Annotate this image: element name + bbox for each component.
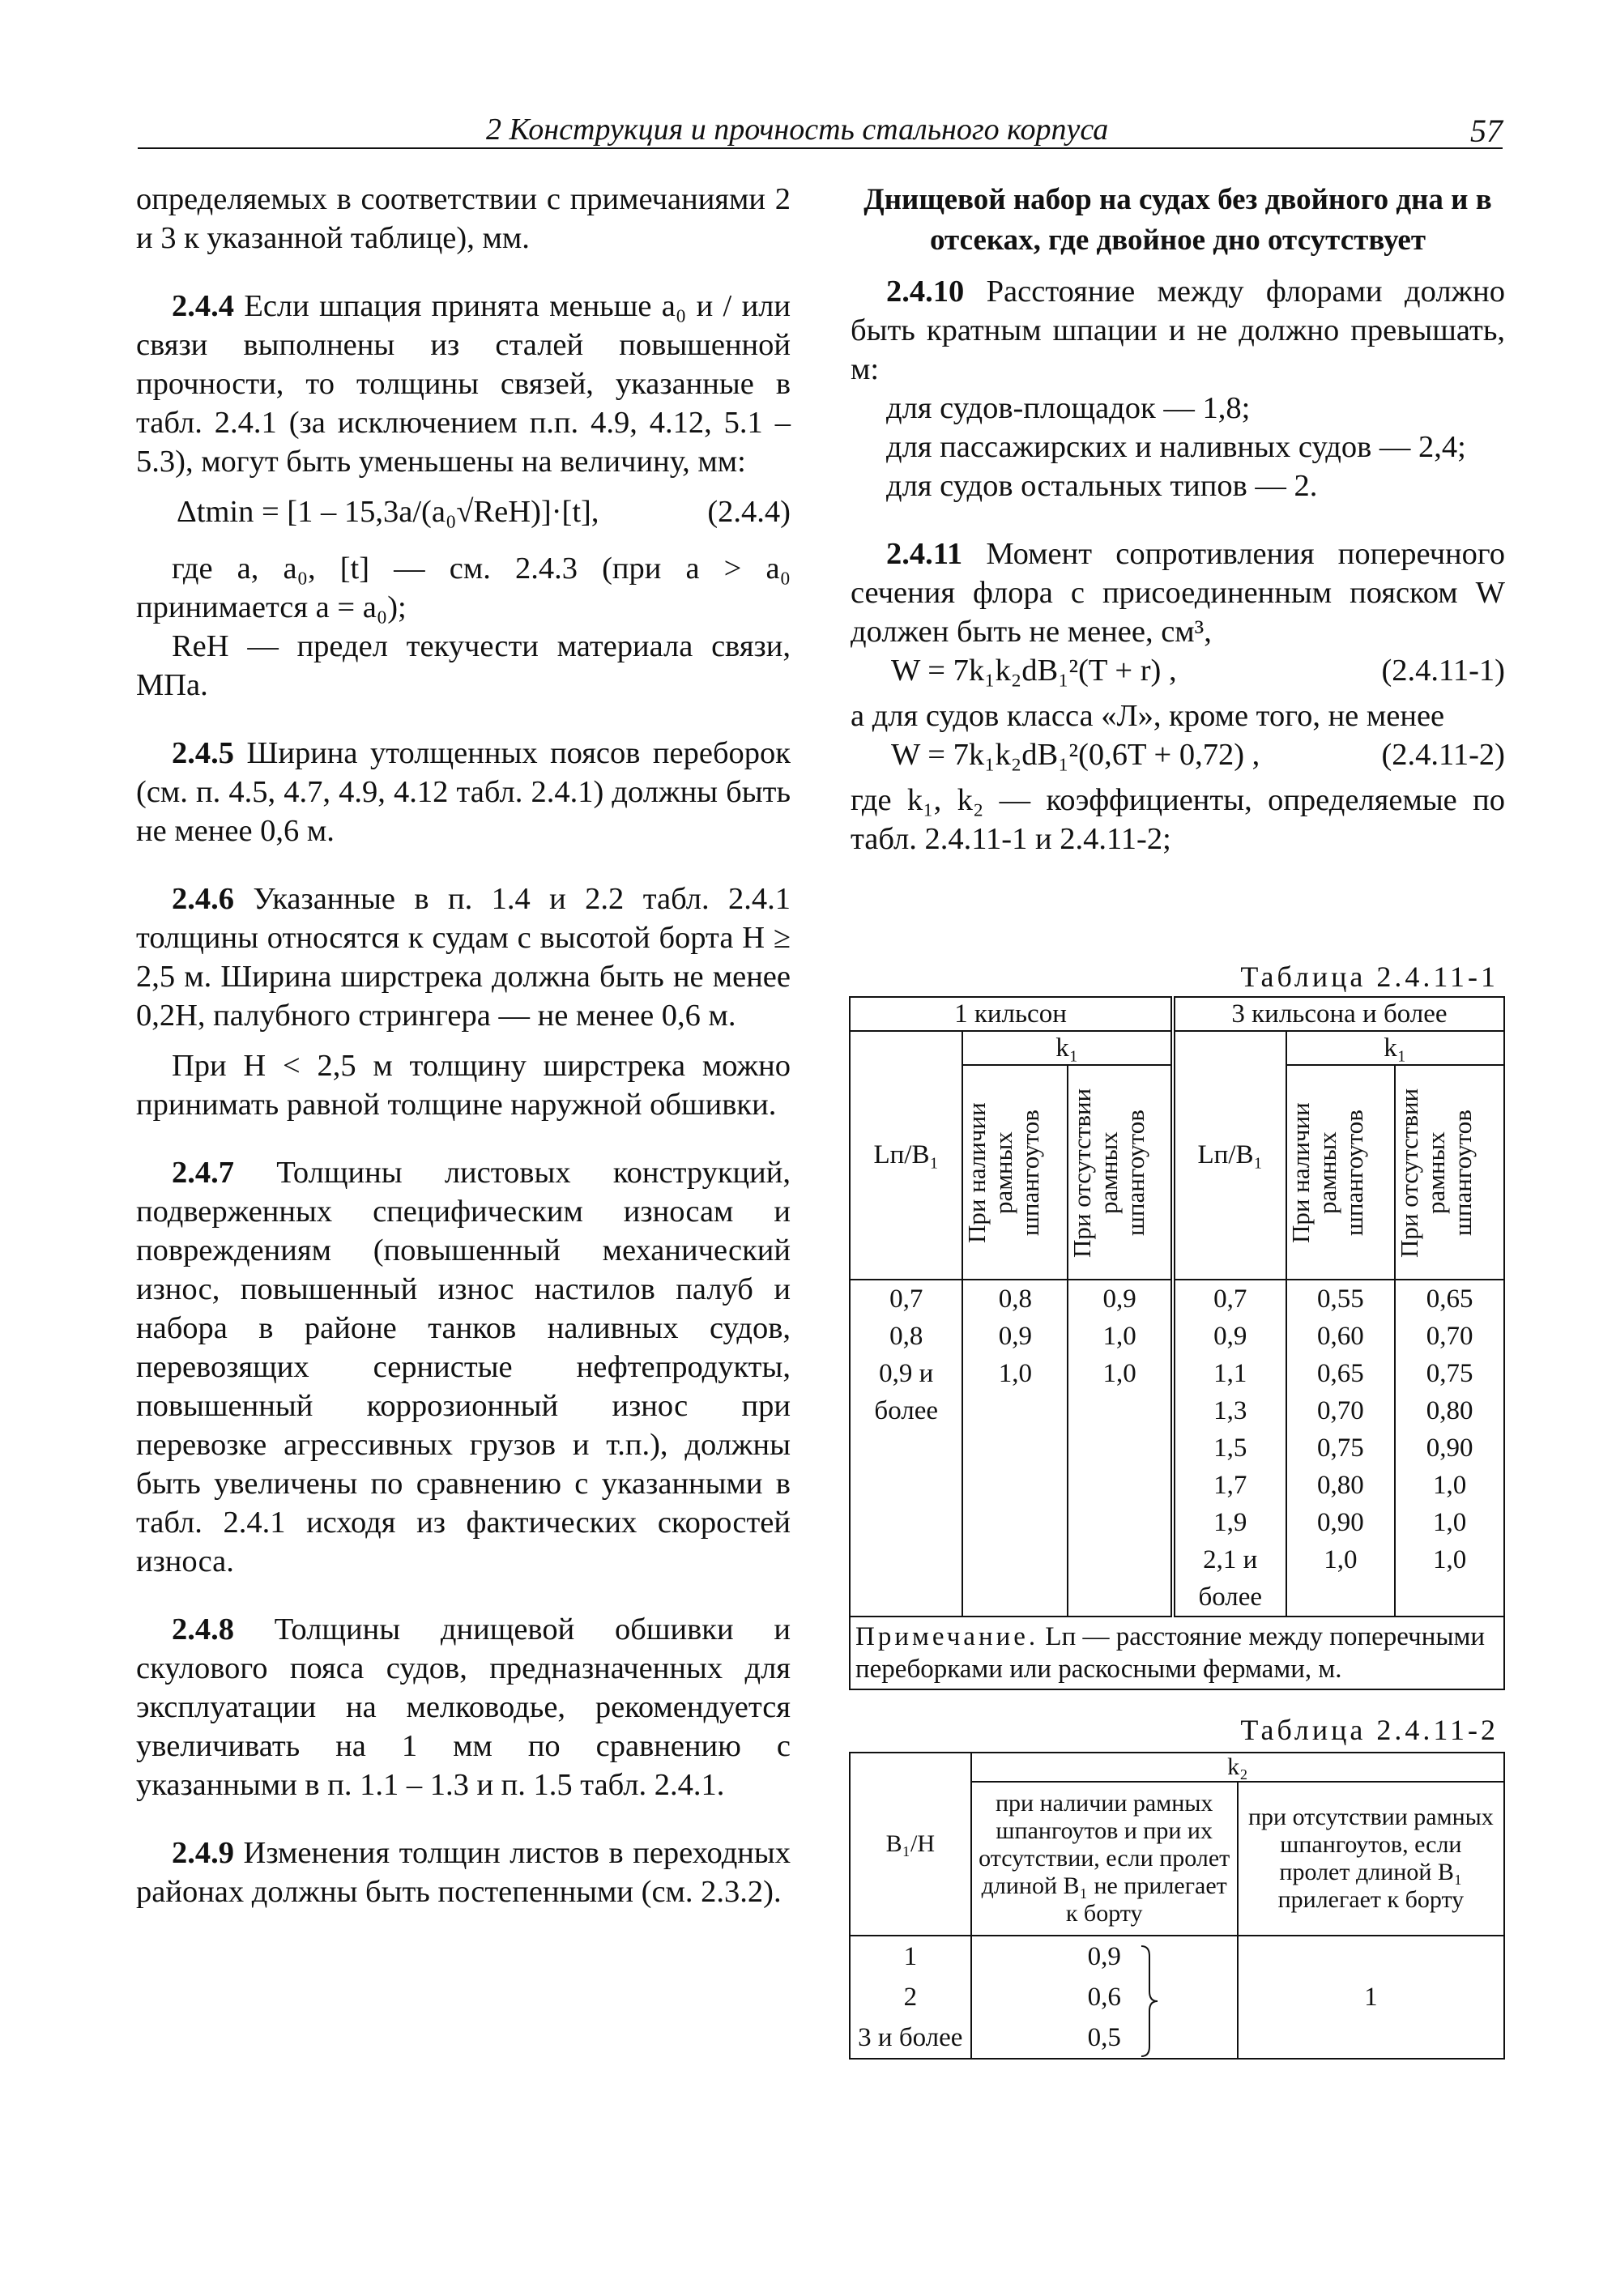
formula-2-4-11-1: W = 7k₁k₂dB₁²(T + r) , (2.4.11-1) [891, 654, 1505, 688]
formula-2-4-11-2: W = 7k₁k₂dB₁²(0,6T + 0,72) , (2.4.11-2) [891, 738, 1505, 772]
table1-group-2: 3 кильсона и более [1173, 997, 1504, 1031]
right-column [851, 180, 1505, 858]
paragraph-2-4-8: 2.4.8 Толщины днищевой обшивки и скулового пояса судов, предназначенных для эксплуатации на мелководье, рекомендуется увеличивать на 1 мм по сравнению с указанными в п. 1.1 – 1.3 и п. 1.5 табл. 2.4.1. [136, 1612, 791, 1802]
table1-group-1: 1 кильсон [850, 997, 1173, 1031]
table1-g2-with: 0,55 0,60 0,65 0,70 0,75 0,80 0,90 1,0 [1286, 1280, 1396, 1617]
table1-g2-ratio: 0,7 0,9 1,1 1,3 1,5 1,7 1,9 2,1 и более [1173, 1280, 1286, 1617]
paragraph-2-4-5: 2.4.5 Ширина утолщенных поясов переборок (см. п. 4.5, 4.7, 4.9, 4.12 табл. 2.4.1) должны быть не менее 0,6 м. [136, 736, 791, 848]
table1-col-without: При отсутствии рамных шпангоутов [1068, 1087, 1150, 1258]
section-heading: Днищевой набор на судах без двойного дна и в отсеках, где двойное дно отсутствует [863, 183, 1492, 257]
paragraph-2-4-7: 2.4.7 Толщины листовых конструкций, подверженных специфическим износам и повреждениям (повышенный механический износ, повышенный износ настилов палуб и набора в районе танков наливных судов, перевозящих сернистые нефтепродукты, повышенный коррозионный износ при перевозке агрессивных грузов и т.п.), должны быть увеличены по сравнению с указанными в табл. 2.4.1 исходя из фактических скоростей износа. [136, 1156, 791, 1578]
paragraph-2-4-10: 2.4.10 Расстояние между флорами должно быть кратным шпации и не должно превышать, м: [851, 275, 1505, 386]
list-item: для судов-площадок — 1,8; [886, 391, 1251, 425]
page-number: 57 [1470, 113, 1503, 149]
paragraph-2-4-6-b: При H < 2,5 м толщину ширстрека можно принимать равной толщине наружной обшивки. [136, 1049, 791, 1122]
table1-ratio-header: Lп/B₁ [1173, 1031, 1286, 1280]
table1-caption: Таблица 2.4.11-1 [1240, 961, 1499, 993]
table2-values: 0,9 0,6 0,5 [971, 1936, 1238, 2059]
table1-note: Примечание. Lп — расстояние между поперечными переборками или раскосными фермами, м. [850, 1617, 1504, 1689]
left-column [136, 180, 791, 1911]
paragraph-continuation: определяемых в соответствии с примечаниями 2 и 3 к указанной таблице), мм. [136, 182, 791, 255]
table2-common-value: 1 [1238, 1936, 1504, 2059]
header-title: 2 Конструкция и прочность стального корпуса [486, 113, 1109, 147]
paragraph-2-4-6: 2.4.6 Указанные в п. 1.4 и 2.2 табл. 2.4.1 толщины относятся к судам с высотой борта H ≥ 2,5 м. Ширина ширстрека должна быть не менее 0,2H, палубного стрингера — не менее 0,6 м. [136, 882, 791, 1033]
table1-k-header: k₁ [1286, 1031, 1504, 1065]
table2-ratio-header: B₁/H [850, 1753, 971, 1936]
table2-ratios: 1 2 3 и более [850, 1936, 971, 2059]
paragraph-2-4-11: 2.4.11 Момент сопротивления поперечного сечения флора с присоединенным пояском W должен быть не менее, см³, [851, 537, 1505, 649]
table1-g2-without: 0,65 0,70 0,75 0,80 0,90 1,0 1,0 1,0 [1395, 1280, 1504, 1617]
list-item: для судов остальных типов — 2. [886, 469, 1318, 503]
table2-col-with: при наличии рамных шпангоутов и при их отсутствии, если пролет длиной B₁ не прилегает к борту [971, 1782, 1238, 1936]
table2-k-header: k₂ [971, 1753, 1504, 1782]
table2-caption: Таблица 2.4.11-2 [1240, 1714, 1499, 1746]
formula-explanation: где a, a₀, [t] — см. 2.4.3 (при a > a₀ принимается a = a₀); [136, 552, 791, 624]
running-header [138, 112, 1503, 149]
table1-col-without: При отсутствии рамных шпангоутов [1395, 1087, 1477, 1258]
table-2-4-11-1 [849, 996, 1505, 1690]
table1-k-header: k₁ [962, 1031, 1172, 1065]
reh-definition: ReH — предел текучести материала связи, МПа. [136, 629, 791, 702]
paragraph-2-4-9: 2.4.9 Изменения толщин листов в переходных районах должны быть постепенными (см. 2.3.2). [136, 1836, 791, 1909]
right-brace-icon [1138, 1945, 1162, 2058]
list-item: для пассажирских и наливных судов — 2,4; [886, 430, 1466, 464]
table1-g1-without: 0,9 1,0 1,0 [1068, 1280, 1173, 1617]
table1-ratio-header: Lп/B₁ [850, 1031, 962, 1280]
table1-col-with: При наличии рамных шпангоутов [962, 1101, 1045, 1243]
table1-g1-with: 0,8 0,9 1,0 [962, 1280, 1068, 1617]
table1-col-with: При наличии рамных шпангоутов [1286, 1101, 1368, 1243]
table-2-4-11-2 [849, 1752, 1505, 2060]
formula-explanation: где k₁, k₂ — коэффициенты, определяемые по табл. 2.4.11-1 и 2.4.11-2; [851, 783, 1505, 856]
formula-2-4-4: Δtmin = [1 – 15,3a/(a₀√ReH)]·[t], (2.4.4) [177, 495, 791, 529]
paragraph-2-4-4: 2.4.4 Если шпация принята меньше a₀ и / или связи выполнены из сталей повышенной прочности, то толщины связей, указанные в табл. 2.4.1 (за исключением п.п. 4.9, 4.12, 5.1 – 5.3), могут быть уменьшены на величину, мм: [136, 289, 791, 479]
table2-col-without: при отсутствии рамных шпангоутов, если пролет длиной B₁ прилегает к борту [1238, 1782, 1504, 1936]
formula-connector: а для судов класса «Л», кроме того, не менее [851, 699, 1445, 733]
table1-g1-ratio: 0,7 0,8 0,9 и более [850, 1280, 962, 1617]
